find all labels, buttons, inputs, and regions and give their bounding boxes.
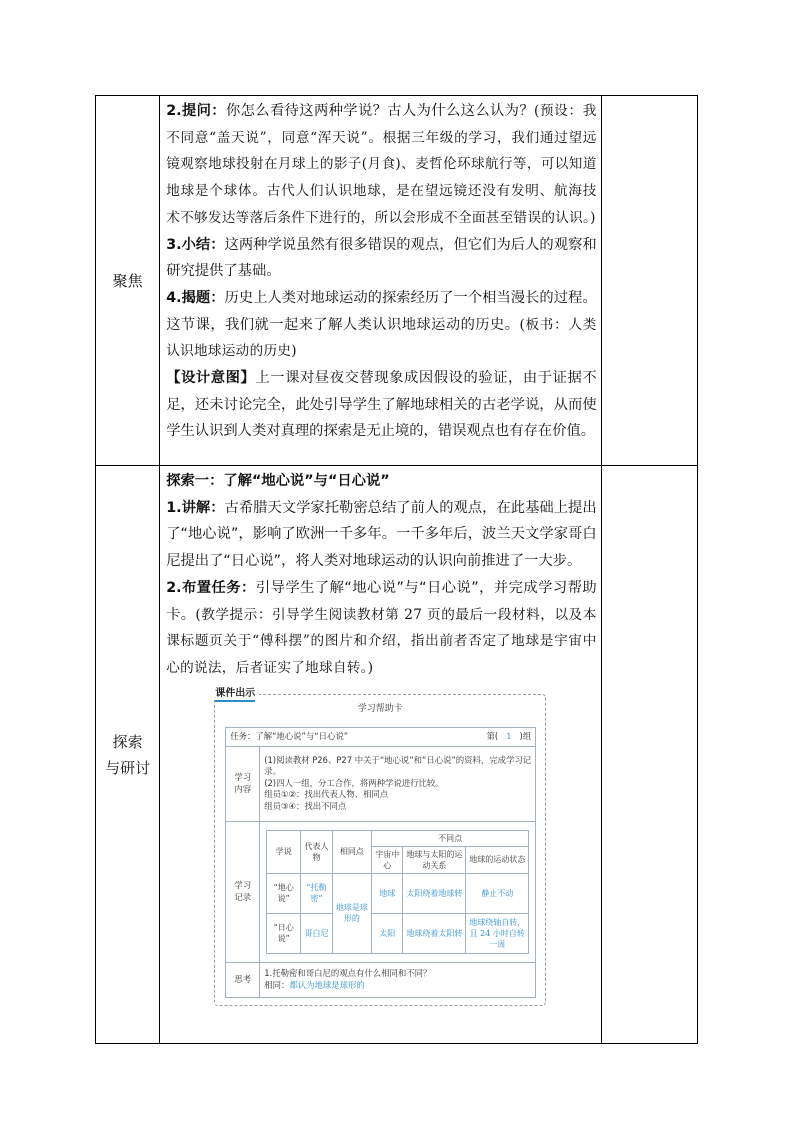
item-lead: 4.揭题： bbox=[166, 289, 225, 306]
header-theory: 学说 bbox=[267, 830, 301, 873]
notes-cell bbox=[601, 466, 697, 1044]
study-help-card bbox=[214, 687, 546, 1006]
record-label: 学习记录 bbox=[226, 821, 260, 962]
lecture-text: 古希腊天文学家托勒密总结了前人的观点，在此基础上提出了“地心说”，影响了欧洲一千多年。一千多年后，波兰天文学家哥白尼提出了“日心说”，将人类对地球运动的认识向前推进了一大步。 bbox=[166, 499, 597, 570]
answer-text: 都认为地球是球形的 bbox=[289, 979, 365, 990]
item-lead: 1.讲解： bbox=[166, 499, 225, 516]
group-num: 1 bbox=[506, 730, 512, 741]
design-intent-paragraph bbox=[166, 365, 596, 445]
card-task-row bbox=[226, 727, 536, 746]
lesson-plan-table bbox=[95, 95, 698, 1044]
record-cell bbox=[260, 821, 536, 962]
header-relation: 地球与太阳的运动关系 bbox=[403, 846, 466, 873]
think-cell bbox=[260, 962, 536, 997]
question-text: 你怎么看待这两种学说？古人为什么这么认为？ bbox=[225, 103, 534, 119]
focus-label: 聚焦 bbox=[96, 96, 160, 466]
center-cell: 地球 bbox=[371, 873, 402, 913]
relation-cell: 地球绕着太阳转 bbox=[403, 913, 466, 953]
topic-text: 历史上人类对地球运动的探索经历了一个相当漫长的过程。这节课，我们就一起来了解人类认识地球运动的历史。 bbox=[166, 289, 597, 333]
task-text: 引导学生了解“地心说”与“日心说”，并完成学习帮助卡。 bbox=[166, 579, 597, 623]
notes-cell bbox=[601, 96, 697, 466]
content-line: 组员①②：找出代表人物、相同点 bbox=[264, 789, 389, 800]
header-diff: 不同点 bbox=[371, 830, 528, 846]
state-cell: 静止不动 bbox=[466, 873, 529, 913]
comparison-table bbox=[266, 830, 529, 954]
group-number bbox=[487, 731, 532, 743]
board-note: (板书：人类认识地球运动的历史) bbox=[166, 316, 597, 360]
content-line: (2)四人一组，分工合作，将两种学说进行比较。 bbox=[264, 777, 444, 788]
center-cell: 太阳 bbox=[371, 913, 402, 953]
card-content-row bbox=[226, 746, 536, 821]
content-text bbox=[260, 746, 536, 821]
header-state: 地球的运动状态 bbox=[466, 846, 529, 873]
task-label: 任务：了解“地心说”与“日心说” bbox=[230, 730, 349, 741]
summary-paragraph bbox=[166, 232, 596, 285]
explore-content bbox=[160, 466, 601, 1044]
courseware-tag: 课件出示 bbox=[211, 688, 259, 700]
answer-prefix: 相同： bbox=[264, 979, 290, 990]
header-center: 宇宙中心 bbox=[371, 846, 402, 873]
comparison-header-1 bbox=[267, 830, 529, 846]
focus-row bbox=[96, 96, 698, 466]
theory-cell: “日心说” bbox=[267, 913, 301, 953]
summary-text: 这两种学说虽然有很多错误的观点，但它们为后人的观察和研究提供了基础。 bbox=[166, 236, 597, 280]
explore-title: 探索一：了解“地心说”与“日心说” bbox=[166, 473, 390, 489]
geocentric-row bbox=[267, 873, 529, 913]
design-intent-text: 上一课对昼夜交替现象成因假设的验证，由于证据不足，还未讨论完全，此处引导学生了解地球相关的古老学说，从而使学生认识到人类对真理的探索是无止境的，错误观点也有存在价值。 bbox=[166, 370, 597, 440]
design-intent-lead: 【设计意图】 bbox=[166, 370, 256, 387]
person-cell: “托勒密” bbox=[301, 873, 332, 913]
content-line: 组员③④：找出不同点 bbox=[264, 800, 347, 811]
think-question: 1.托勒密和哥白尼的观点有什么相同和不同？ bbox=[264, 968, 432, 979]
explore-row bbox=[96, 466, 698, 1044]
heliocentric-row bbox=[267, 913, 529, 953]
group-suffix: )组 bbox=[519, 730, 532, 741]
header-same: 相同点 bbox=[332, 830, 371, 873]
teaching-hint: (教学提示：引导学生阅读教材第 27 页的最后一段材料，以及本课标题页关于“傅科摆”的图片和介绍，指出前者否定了地球是宇宙中心的说法，后者证实了地球自转。) bbox=[166, 606, 597, 676]
content-label: 学习内容 bbox=[226, 746, 260, 821]
explore-label-line: 探索 bbox=[112, 732, 143, 751]
card-table bbox=[225, 727, 536, 998]
preset-hint: (预设：我不同意“盖天说”，同意“浑天说”。根据三年级的学习，我们通过望远镜观察地球投射在月球上的影子(月食)、麦哲伦环球航行等，可以知道地球是个球体。古代人们认识地球，是在望远镜还没有发明、航海技术不够发达等落后条件下进行的，所以会形成不全面甚至错误的认识。) bbox=[166, 103, 597, 226]
card-record-row bbox=[226, 821, 536, 962]
content-line: (1)阅读教材 P26、P27 中关于“地心说”和“日心说”的资料，完成学习记录。 bbox=[264, 754, 532, 777]
lecture-paragraph bbox=[166, 495, 596, 575]
relation-cell: 太阳绕着地球转 bbox=[403, 873, 466, 913]
group-prefix: 第( bbox=[486, 730, 499, 741]
card-task bbox=[226, 727, 536, 746]
think-label: 思考 bbox=[226, 962, 260, 997]
topic-paragraph bbox=[166, 285, 596, 365]
question-paragraph bbox=[166, 98, 596, 232]
item-lead: 2.提问： bbox=[166, 103, 226, 119]
task-paragraph bbox=[166, 575, 596, 682]
same-cell: 地球是球形的 bbox=[332, 873, 371, 953]
explore-label bbox=[96, 466, 160, 1044]
explore-label-line: 与研讨 bbox=[105, 758, 151, 777]
person-cell: 哥白尼 bbox=[301, 913, 332, 953]
card-think-row bbox=[226, 962, 536, 997]
item-lead: 2.布置任务： bbox=[166, 579, 256, 596]
header-person: 代表人物 bbox=[301, 830, 332, 873]
card-title: 学习帮助卡 bbox=[357, 703, 403, 714]
item-lead: 3.小结： bbox=[166, 236, 225, 253]
theory-cell: “地心说” bbox=[267, 873, 301, 913]
focus-content bbox=[160, 96, 601, 466]
state-cell: 地球绕轴自转，且 24 小时自转一周 bbox=[466, 913, 529, 953]
think-answer bbox=[264, 980, 531, 992]
